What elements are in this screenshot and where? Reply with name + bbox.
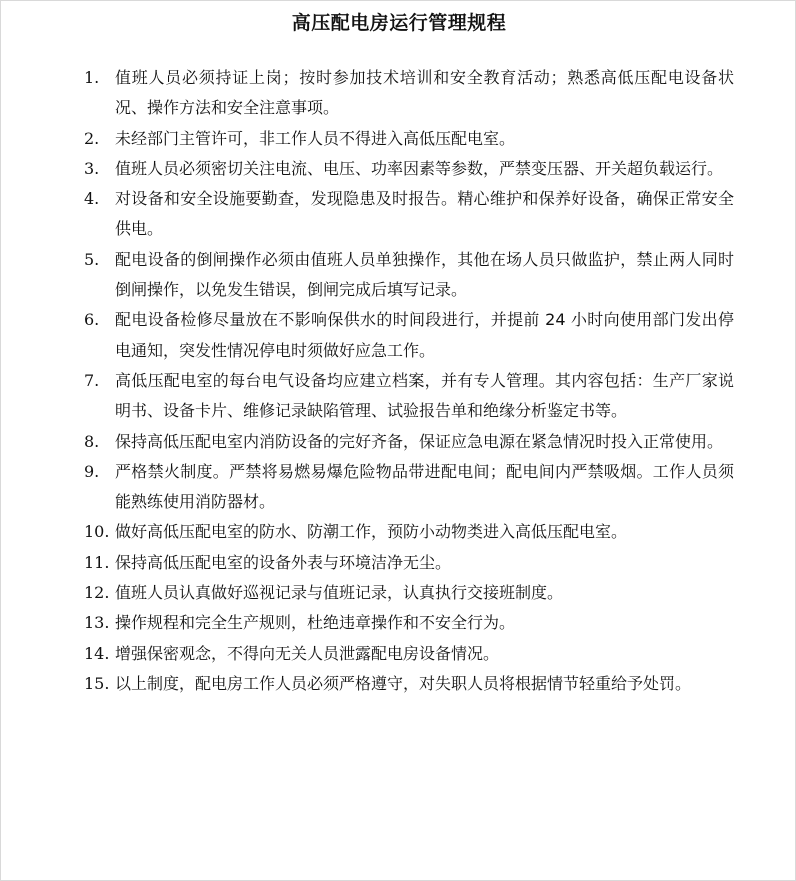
rule-item-6 <box>84 305 734 366</box>
rule-number: 11. <box>84 552 110 572</box>
rule-item-14 <box>84 639 734 669</box>
rule-number: 10. <box>84 522 110 542</box>
rule-number: 5. <box>84 249 100 269</box>
rule-text: 以上制度，配电房工作人员必须严格遵守，对失职人员将根据情节轻重给予处罚。 <box>115 673 692 693</box>
rule-text: 配电设备检修尽量放在不影响保供水的时间段进行，并提前 24 小时向使用部门发出停电通知，突发性情况停电时须做好应急工作。 <box>115 310 734 360</box>
rule-number: 3. <box>84 158 100 178</box>
rule-number: 1. <box>84 68 100 87</box>
rule-item-1 <box>84 63 734 124</box>
rule-item-9 <box>84 457 734 518</box>
rule-number: 4. <box>84 189 100 209</box>
rule-text: 值班人员认真做好巡视记录与值班记录，认真执行交接班制度。 <box>115 583 564 603</box>
rule-number: 9. <box>84 461 100 481</box>
rule-number: 6. <box>84 310 100 330</box>
rule-item-8 <box>84 427 734 457</box>
rule-item-4 <box>84 184 734 245</box>
rule-text: 保持高低压配电室内消防设备的完好齐备，保证应急电源在紧急情况时投入正常使用。 <box>115 431 724 451</box>
rule-number: 7. <box>84 370 100 390</box>
rule-text: 值班人员必须密切关注电流、电压、功率因素等参数，严禁变压器、开关超负载运行。 <box>115 158 724 178</box>
rule-text: 做好高低压配电室的防水、防潮工作，预防小动物类进入高低压配电室。 <box>115 522 628 542</box>
rule-item-3 <box>84 154 734 184</box>
rule-text: 保持高低压配电室的设备外表与环境洁净无尘。 <box>115 552 452 572</box>
rules-list <box>84 63 734 699</box>
document-title: 高压配电房运行管理规程 <box>291 12 507 34</box>
rule-number: 8. <box>84 431 100 451</box>
rule-item-11 <box>84 548 734 578</box>
rule-text: 未经部门主管许可，非工作人员不得进入高低压配电室。 <box>115 128 516 148</box>
rule-item-12 <box>84 578 734 608</box>
rule-item-10 <box>84 517 734 547</box>
rule-number: 14. <box>84 643 110 663</box>
rule-text: 增强保密观念，不得向无关人员泄露配电房设备情况。 <box>115 643 500 663</box>
rule-text: 配电设备的倒闸操作必须由值班人员单独操作，其他在场人员只做监护，禁止两人同时倒闸操作，以免发生错误，倒闸完成后填写记录。 <box>115 249 734 300</box>
rule-item-13 <box>84 608 734 638</box>
rule-text: 对设备和安全设施要勤查，发现隐患及时报告。精心维护和保养好设备，确保正常安全供电。 <box>115 189 734 239</box>
rule-number: 15. <box>84 673 110 693</box>
rule-item-15 <box>84 669 734 699</box>
rule-text: 高低压配电室的每台电气设备均应建立档案，并有专人管理。其内容包括：生产厂家说明书、设备卡片、维修记录缺陷管理、试验报告单和绝缘分析鉴定书等。 <box>115 370 734 421</box>
rule-number: 12. <box>84 583 110 603</box>
rule-number: 13. <box>84 613 110 633</box>
rule-item-2 <box>84 124 734 154</box>
rule-text: 值班人员必须持证上岗；按时参加技术培训和安全教育活动；熟悉高低压配电设备状况、操作方法和安全注意事项。 <box>115 68 734 118</box>
rule-number: 2. <box>84 128 100 148</box>
rule-item-5 <box>84 245 734 306</box>
rule-text: 操作规程和完全生产规则，杜绝违章操作和不安全行为。 <box>115 613 516 633</box>
rule-text: 严格禁火制度。严禁将易燃易爆危险物品带进配电间；配电间内严禁吸烟。工作人员须能熟练使用消防器材。 <box>115 461 734 512</box>
rule-item-7 <box>84 366 734 427</box>
